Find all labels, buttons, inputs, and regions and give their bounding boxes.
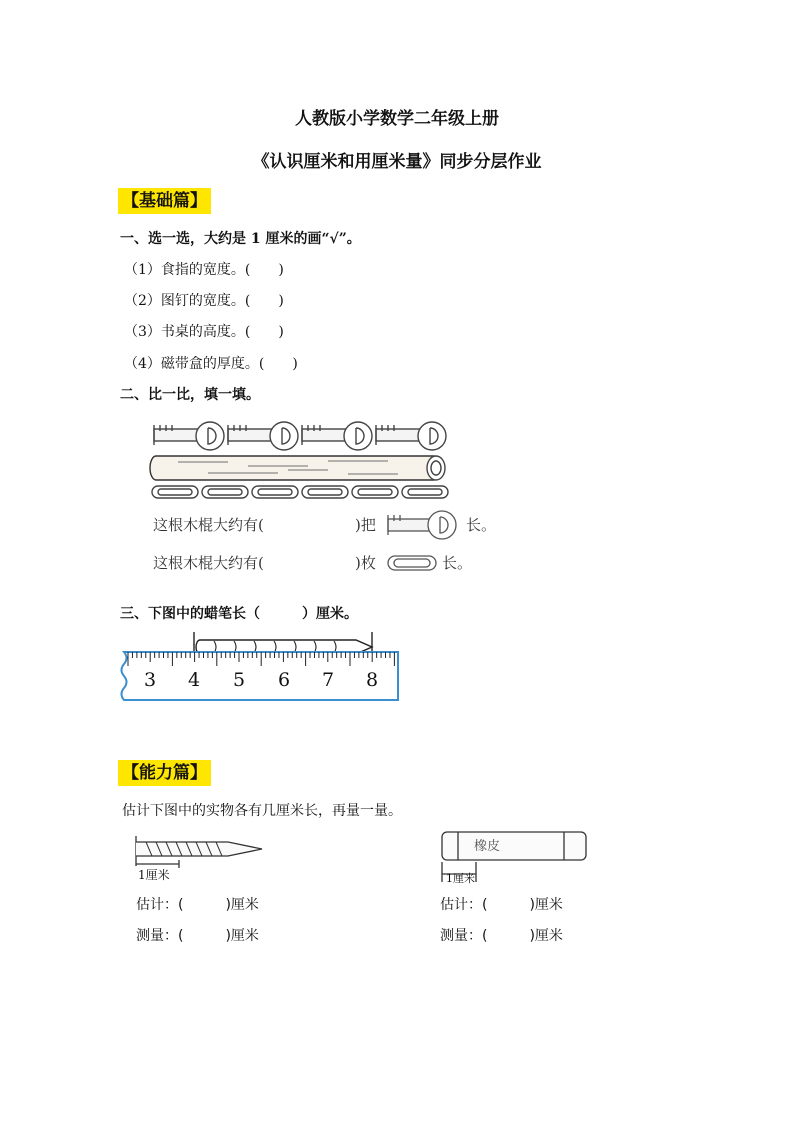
paper-clip-icon: [152, 486, 198, 498]
log-icon: [150, 456, 445, 480]
paper-clip-icon: [386, 554, 438, 572]
question-1-title: 一、选一选，大约是 1 厘米的画“√”。: [120, 231, 361, 247]
key-icon: [302, 422, 372, 450]
key-icon: [386, 510, 464, 540]
section-tag-basic: 【基础篇】: [118, 188, 211, 214]
ruler-label: 8: [365, 669, 379, 691]
unit-label: 1厘米: [446, 872, 475, 885]
eraser-text: 橡皮: [474, 839, 501, 854]
paper-clip-icon: [202, 486, 248, 498]
fill-line-2-suffix: )枚: [355, 554, 376, 572]
ruler-label: 5: [232, 669, 246, 691]
fill-line-1-prefix: 这根木棍大约有(: [153, 516, 264, 534]
measure-left: 测量：( )厘米: [136, 928, 259, 944]
question-2-title: 二、比一比，填一填。: [120, 387, 260, 403]
question-3-title: 三、下图中的蜡笔长（ ）厘米。: [120, 606, 358, 622]
unit-label: 1厘米: [138, 868, 170, 882]
paper-clip-icon: [402, 486, 448, 498]
question-1-item-3: （3）书桌的高度。( ): [124, 324, 284, 340]
estimate-right: 估计：( )厘米: [440, 897, 563, 913]
fill-line-1-end: 长。: [466, 516, 497, 534]
fill-line-2-prefix: 这根木棍大约有(: [153, 554, 264, 572]
estimate-left: 估计：( )厘米: [136, 897, 259, 913]
log-comparison-figure: [148, 420, 454, 504]
ruler-label: 6: [277, 669, 291, 691]
question-1-item-1: （1）食指的宽度。( ): [124, 262, 284, 278]
key-icon: [376, 422, 446, 450]
document-title: 人教版小学数学二年级上册: [295, 109, 499, 129]
ruler-label: 7: [321, 669, 335, 691]
ruler-label: 4: [187, 669, 201, 691]
fill-line-2-end: 长。: [442, 554, 473, 572]
ruler-label: 3: [143, 669, 157, 691]
section-tag-ability: 【能力篇】: [118, 760, 211, 786]
question-1-item-2: （2）图钉的宽度。( ): [124, 293, 284, 309]
paper-clip-icon: [352, 486, 398, 498]
question-1-item-4: （4）磁带盒的厚度。( ): [124, 356, 298, 372]
fill-line-1-suffix: )把: [355, 516, 376, 534]
crayon-icon: [194, 632, 372, 654]
paper-clip-icon: [302, 486, 348, 498]
key-icon: [154, 422, 224, 450]
document-subtitle: 《认识厘米和用厘米量》同步分层作业: [252, 152, 542, 172]
paper-clip-icon: [252, 486, 298, 498]
ruler-figure: [118, 628, 404, 704]
section-2-instruction: 估计下图中的实物各有几厘米长，再量一量。: [122, 803, 402, 819]
measure-right: 测量：( )厘米: [440, 928, 563, 944]
key-icon: [228, 422, 298, 450]
